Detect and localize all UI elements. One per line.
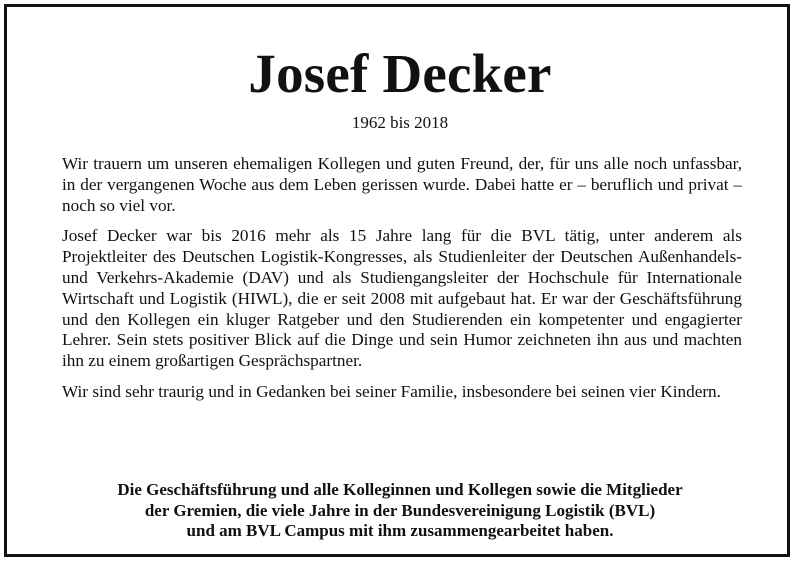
obituary-text [62,154,742,413]
signatories-line: der Gremien, die viele Jahre in der Bundesvereinigung Logistik (BVL) [144,500,656,520]
signatories-line: Die Geschäftsführung und alle Kolleginnen und Kollegen sowie die Mitglieder [117,480,683,499]
paragraph-condolence: Wir sind sehr traurig und in Gedanken bei seiner Familie, insbesondere bei seinen vier Kindern. [62,381,721,401]
paragraph-tribute: Wir trauern um unseren ehemaligen Kollegen und guten Freund, der, für uns alle noch unfassbar, in der vergangenen Woche aus dem Leben gerissen wurde. Dabei hatte er – beruflich und privat – noch so viel vor. [62,154,742,215]
signatories [0,480,800,542]
paragraph-career: Josef Decker war bis 2016 mehr als 15 Jahre lang für die BVL tätig, unter anderem als Projektleiter des Deutschen Logistik-Kongresses, als Studienleiter der Deutschen Außenhandels- und Verkehrs-Akademie (DAV) und als Studiengangsleiter der Hochschule für Internationale Wirtschaft und Logistik (HIWL), die er seit 2008 mit aufgebaut hat. Er war der Geschäftsführung und den Kollegen ein kluger Ratgeber und den Studierenden ein kompetenter und engagierter Lehrer. Sein stets positiver Blick auf die Dinge und sein Humor zeichneten ihn aus und machten ihn zu einem großartigen Gesprächspartner. [62,226,742,371]
life-dates: 1962 bis 2018 [351,113,449,132]
signatories-line: und am BVL Campus mit ihm zusammengearbeitet haben. [186,521,614,541]
deceased-name: Josef Decker [248,43,552,104]
